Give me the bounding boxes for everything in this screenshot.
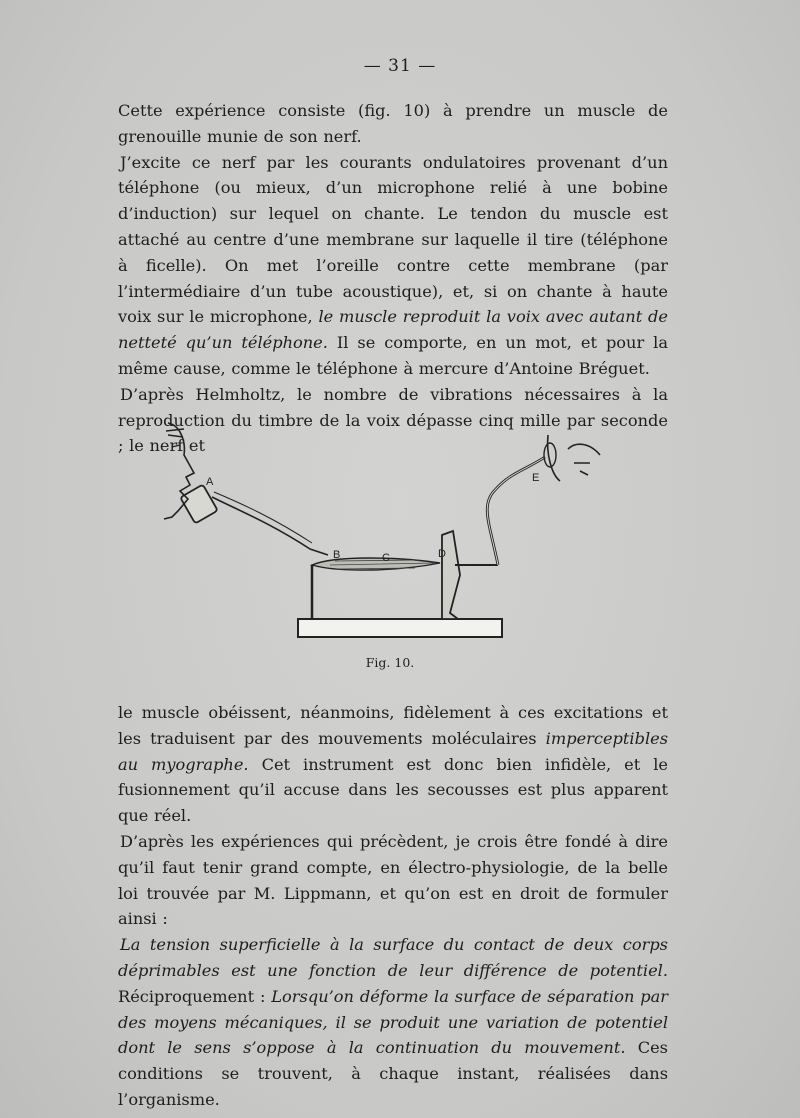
paragraph-text: D’après les expériences qui précèdent, je crois être fondé à dire qu’il faut tenir grand compte, en électro-physiologie, de la belle loi trouvée par M. Lippmann, et qu’on est en droit de formuler ainsi : (118, 831, 668, 929)
nerve-wire (212, 497, 328, 555)
paragraph-text: Ces conditions se trouvent, à chaque instant, réalisées dans l’organisme. (118, 1038, 668, 1109)
microphone (180, 485, 218, 524)
paragraph-text: J’excite ce nerf par les courants ondulatoires provenant d’un téléphone (ou mieux, d’un microphone relié à une bobine d’induction) sur lequel on chante. Le tendon du muscle est attaché au centre d’une membrane sur laquelle il tire (téléphone à ficelle). On met l’oreille contre cette membrane (par l’intermédiaire d’un tube acoustique), et, si on chante à haute voix sur le microphone, (118, 152, 668, 327)
label-b: B (333, 549, 341, 561)
italic-text: Lorsqu’on déforme la surface de séparation par des moyens mécaniques, il se produit une variation de potentiel dont le sens s’oppose à la continuation du mouvement. (118, 986, 668, 1058)
paragraph (118, 150, 668, 382)
base-board (298, 619, 502, 637)
figure-caption: Fig. 10. (365, 655, 415, 670)
nerve-wire-inner (214, 492, 312, 543)
paragraph-text: Il se comporte, en un mot, et pour la même cause, comme le téléphone à mercure d’Antoine Bréguet. (118, 333, 668, 378)
paragraph (118, 700, 668, 829)
membrane-stand (442, 531, 460, 619)
label-d: D (438, 548, 446, 560)
paragraph-text: le muscle obéissent, néanmoins, fidèlement à ces excitations et les traduisent par des mouvements moléculaires (118, 703, 668, 748)
figure-illustration (150, 415, 670, 655)
paragraph (118, 98, 668, 150)
paragraph-text: Cet instrument est donc bien infidèle, et le fusionnement qu’il accuse dans les secousses est plus apparent que réel. (118, 754, 668, 826)
italic-text: La tension superficielle à la surface du contact de deux corps déprimables est une fonction de leur différence de potentiel. (118, 935, 668, 980)
label-c: C (382, 552, 390, 564)
italic-text: le muscle reproduit la voix avec autant de netteté qu’un téléphone. (118, 307, 668, 353)
paragraph-text: Réciproquement : (118, 986, 266, 1006)
text-block-bottom (118, 700, 668, 1113)
paragraph-text: D’après Helmholtz, le nombre de vibrations nécessaires à la reproduction du timbre de la voix dépasse cinq mille par seconde ; le nerf et (118, 384, 668, 456)
label-e: E (532, 472, 540, 484)
paragraph (118, 829, 668, 932)
page-number: — 31 — (363, 56, 437, 76)
text-block-top (118, 98, 668, 459)
label-a: A (206, 476, 214, 488)
italic-text: imperceptibles au myographe. (118, 728, 669, 774)
singer-hair (166, 429, 184, 447)
paragraph (118, 932, 668, 1113)
paragraph-text: Cette expérience consiste (fig. 10) à prendre un muscle de grenouille munie de son nerf. (118, 101, 668, 146)
